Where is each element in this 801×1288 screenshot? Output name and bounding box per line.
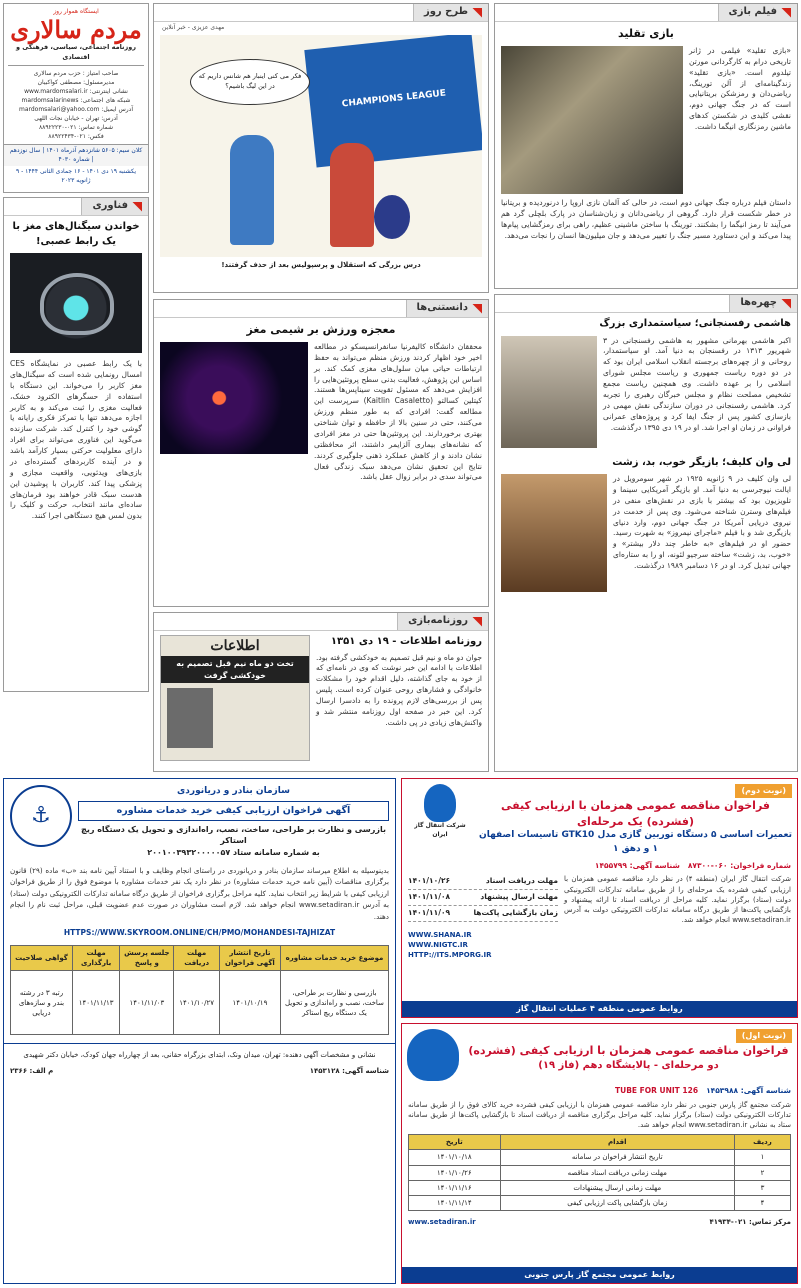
table-header: ردیف	[734, 1135, 790, 1150]
table-cell: مهلت زمانی ارسال پیشنهادات	[500, 1180, 734, 1195]
table-cell: ۲	[734, 1165, 790, 1180]
film-section	[494, 3, 798, 289]
masthead-logo: مردم سالاری	[10, 14, 142, 44]
oil-ad-contact: مرکز تماس: ۰۲۱-۴۱۹۳۴	[709, 1218, 791, 1226]
archive-section-tag: روزنامه‌بازی	[397, 613, 488, 630]
film-body-2: داستان فیلم درباره جنگ جهانی دوم است، در حالی که آلمان نازی اروپا را درنوردیده و بریتانیا در خطر شکست قرار دارد. گروهی از ریاضی‌دانان و زبان‌شناسان در پارک بلچلی گرد هم می‌آیند تا رمز انیگما را بشکنند. تورینگ با ساختن ماشینی عظیم، راهی برای رمزگشایی پیام‌ها پیدا می‌کند و این دستاورد مسیر جنگ را تغییر می‌دهد و جان میلیون‌ها انسان را نجات می‌دهد.	[501, 197, 791, 240]
gas-ad-url[interactable]: WWW.NIGTC.IR	[408, 941, 468, 950]
table-header: تاریخ انتشار آگهی فراخوان	[219, 946, 280, 971]
archive-portrait	[167, 688, 213, 748]
deadline-value: ۱۴۰۱/۱۱/۰۸	[408, 892, 451, 902]
gas-ad-org: شرکت انتقال گاز ایران	[414, 822, 466, 838]
character-blue	[230, 135, 274, 245]
table-row	[409, 1150, 791, 1165]
science-body: محققان دانشگاه کالیفرنیا سانفرانسیسکو در مطالعه اخیر خود اظهار کردند ورزش منظم می‌تواند به حفظ ارتباطات حیاتی میان سلول‌های مغزی کمک کند. بر اساس این پژوهش، فعالیت بدنی سطح پروتئین‌هایی را افزایش می‌دهد که مسئول تقویت سیناپس‌ها هستند. کیتلین کسالتو (Kaitlin Casaletto) سرپرست این مطالعه گفت: افرادی که به طور منظم ورزش می‌کنند، حتی در سنین بالا از حافظه و توان شناختی بهتری برخوردارند. این پروتئین‌ها حتی در مغز افرادی که نشانه‌های بیماری آلزایمر داشتند، اثر محافظتی نشان دادند و از کاهش عملکرد ذهنی جلوگیری کردند. نتایج این تحقیق نشان می‌دهد سبک زندگی فعال می‌تواند سدی در برابر زوال عقل باشد.	[314, 341, 482, 482]
table-cell: ۱۴۰۱/۱۰/۲۶	[409, 1165, 501, 1180]
table-row	[409, 1195, 791, 1210]
cartoon-section	[153, 3, 489, 293]
deadline-label: مهلت ارسال پیشنهاد	[480, 892, 558, 902]
masthead	[3, 3, 149, 193]
oil-ad-code: شناسه آگهی: ۱۴۵۳۹۸۸	[706, 1086, 791, 1095]
table-cell: ۱۴۰۱/۱۱/۰۳	[120, 971, 174, 1035]
masthead-date: کلان سیم: ۵۶۰۵ شانزدهم آذرماه ۱۴۰۱ | سال نوزدهم | شماره ۴۰۳۰	[4, 144, 148, 166]
table-row	[409, 1165, 791, 1180]
pin-icon	[472, 304, 482, 314]
lee-van-cleef-photo	[501, 474, 607, 592]
ports-logo-icon: ⚓	[10, 785, 72, 847]
archive-headline: روزنامه اطلاعات - ۱۹ دی ۱۳۵۱	[330, 636, 482, 647]
ports-ad-url[interactable]: HTTPS://WWW.SKYROOM.ONLINE/CH/PMO/MOHANDESI-TAJHIZAT	[63, 928, 336, 938]
science-section-tag: دانستنی‌ها	[406, 300, 488, 317]
oil-logo-icon	[407, 1029, 459, 1081]
ports-ad-body: بدینوسیله به اطلاع میرساند سازمان بنادر و دریانوردی در راستای انجام وظایف و با استناد آیین نامه بند «ب» ماده (۲۹) قانون برگزاری مناقصات (آیین نامه خرید خدمات مشاوره) در نظر دارد یک نفر خدمات مشاوره با موضوع فوق را از طریق فراخوان ارزیابی کیفی با شرایط زیر انتخاب نماید. کلیه مراحل برگزاری فراخوان از طریق درگاه سامانه تدارکات الکترونیکی دولت (ستاد) به آدرس www.setadiran.ir انجام خواهد شد. لازم است مشاوران در صورت عدم عضویت قبلی، مراحل ثبت نام را انجام دهند.	[10, 865, 389, 921]
cartoon-image	[160, 35, 482, 257]
gas-ad-footer: روابط عمومی منطقه ۴ عملیات انتقال گاز	[402, 1001, 797, 1017]
table-header: تاریخ	[409, 1135, 501, 1150]
oil-ad	[401, 1023, 798, 1284]
oil-ad-body: شرکت مجتمع گاز پارس جنوبی در نظر دارد مناقصه عمومی همزمان با ارزیابی کیفی فشرده خرید کالای فوق را از طریق سامانه تدارکات الکترونیکی دولت (ستاد) برگزار نماید. کلیه مراحل برگزاری مناقصه از دریافت اسناد تا بازگشایی پاکت‌ها از طریق سامانه ستاد به نشانی www.setadiran.ir انجام خواهد شد.	[408, 1100, 791, 1130]
faces-headline-1: هاشمی رفسنجانی؛ سیاستمداری بزرگ	[599, 318, 791, 329]
tech-section-tag: فناوری	[81, 198, 148, 215]
tech-section	[3, 197, 149, 692]
masthead-staff	[4, 66, 148, 144]
speech-bubble: فکر می کنی اینبار هم شانس داریم که در این لیگ باشیم؟	[190, 59, 310, 105]
deadline-value: ۱۴۰۱/۱۰/۲۶	[408, 876, 451, 886]
table-header: گواهی صلاحیت	[11, 946, 73, 971]
ports-ad-code: شناسه آگهی: ۱۴۵۳۱۲۸	[309, 1067, 389, 1076]
ports-ad-footer: نشانی و مشخصات آگهی دهنده: تهران، میدان ونک، ابتدای بزرگراه حقانی، بعد از چهارراه جهان کودک، خیابان دکتر شهیدی	[4, 1043, 395, 1066]
pin-icon	[781, 299, 791, 309]
masthead-staff-line: فکس: ۰۲۱-۸۸۹۲۲۴۳۴	[48, 132, 104, 140]
table-row	[409, 1180, 791, 1195]
film-headline: بازی تقلید	[618, 27, 674, 40]
masthead-staff-line: آدرس ایمیل: mardomsalari@yahoo.com	[18, 105, 134, 113]
faces-section	[494, 294, 798, 772]
flame-logo-icon	[424, 784, 456, 822]
tech-headline: خواندن سیگنال‌های مغز با یک رابط عصبی!	[12, 221, 140, 247]
film-still	[501, 46, 683, 194]
oil-ad-title: فراخوان مناقصه عمومی همزمان با ارزیابی کیفی (فشرده)	[468, 1043, 789, 1057]
table-cell: ۱۴۰۱/۱۱/۱۳	[72, 971, 119, 1035]
table-cell: ۳	[734, 1180, 790, 1195]
oil-ad-sub: دو مرحله‌ای - پالایشگاه دهم (فاز ۱۹)	[538, 1059, 719, 1071]
table-header: مهلت دریافت	[174, 946, 220, 971]
oil-ad-item: TUBE FOR UNIT 126	[614, 1086, 699, 1095]
table-cell: ۱۴۰۱/۱۰/۲۷	[174, 971, 220, 1035]
table-cell: ۱۴۰۱/۱۰/۱۸	[409, 1150, 501, 1165]
deadline-row	[408, 874, 558, 890]
deadline-row	[408, 890, 558, 906]
masthead-staff-line: مدیرمسئول: مصطفی کواکبیان	[37, 78, 115, 86]
cartoon-section-tag: طرح روز	[413, 4, 488, 21]
gas-ad-badge: (نوبت دوم)	[735, 784, 792, 798]
table-cell: زمان بازگشایی پاکت ارزیابی کیفی	[500, 1195, 734, 1210]
gas-ad-body: شرکت انتقال گاز ایران (منطقه ۴) در نظر دارد مناقصه عمومی همزمان با ارزیابی کیفی فشرده یک مرحله‌ای را از طریق سامانه تدارکات الکترونیکی دولت (ستاد) برگزار نماید. کلیه مراحل از دریافت اسناد تا ارائه پیشنهاد و بازگشایی پاکت‌ها از طریق درگاه سامانه تدارکات الکترونیکی دولت به آدرس www.setadiran.ir انجام خواهد شد.	[564, 875, 792, 924]
gas-ad-deadlines	[408, 874, 558, 925]
table-cell: رتبه ۳ در رشته بندر و سازه‌های دریایی	[11, 971, 73, 1035]
masthead-date-2: یکشنبه ۱۹ دی ۱۴۰۱ - ۱۶ جمادی الثانی ۱۴۴۴ - ۹ ژانویه ۲۰۲۳	[15, 168, 137, 184]
archive-clipping	[160, 635, 310, 761]
archive-body: جوان دو ماه و نیم قبل تصمیم به خودکشی گرفته بود. اطلاعات با ادامه این خبر نوشت که وی در نامه‌ای که از خود به جای گذاشته، دلیل اقدام خود را مشکلات خانوادگی و فشارهای روحی عنوان کرده است. پلیس پس از بررسی‌های لازم پرونده را به دادسرا ارسال کرد. این خبر در صفحه اول روزنامه منتشر شد و واکنش‌های زیادی در پی داشت.	[316, 652, 482, 727]
archive-paper-name: اطلاعات	[210, 638, 260, 654]
ball-bag	[374, 195, 410, 239]
faces-body-1: اکبر هاشمی بهرمانی مشهور به هاشمی رفسنجانی در ۳ شهریور ۱۳۱۳ در رفسنجان به دنیا آمد. او سیاستمدار، روحانی و از چهره‌های برجسته انقلاب اسلامی ایران بود که در دو دوره ریاست جمهوری و ریاست مجلس شورای اسلامی را بر عهده داشت. وی همچنین ریاست مجمع تشخیص مصلحت نظام و مجلس خبرگان رهبری را تجربه کرد. هاشمی رفسنجانی در دوران سازندگی نقش مهمی در بازسازی کشور پس از جنگ ایفا کرد و پروژه‌های عمرانی فراوانی در زمان او اجرا شد. او در ۱۹ دی ۱۳۹۵ درگذشت.	[603, 335, 791, 432]
gas-ad-url[interactable]: WWW.SHANA.IR	[408, 931, 472, 940]
ports-ad-org: سازمان بنادر و دریانوردی	[177, 786, 290, 796]
gas-ad-tender-no: شماره فراخوان: ۰۶۰-۸۷۳۰۰	[687, 860, 791, 870]
faces-body-2: لی وان کلیف در ۹ ژانویه ۱۹۲۵ در شهر سومرویل در ایالت نیوجرسی به دنیا آمد. او بازیگر آمریکایی سینما و تلویزیون بود که بیشتر با بازی در نقش‌های منفی در فیلم‌های وسترن شناخته می‌شود. وی پس از خدمت در نیروی دریایی آمریکا در جنگ جهانی دوم، وارد دنیای بازیگری شد و با فیلم «ماجرای نیمروز» به شهرت رسید. حضور او در فیلم‌های «به خاطر چند دلار بیشتر» و «خوب، بد، زشت» ساخته سرجیو لئونه، او را به ستاره‌ای جهانی تبدیل کرد. او در ۱۶ دسامبر ۱۹۸۹ درگذشت.	[613, 474, 792, 570]
oil-ad-site[interactable]: www.setadiran.ir	[408, 1218, 476, 1226]
table-cell: ۱۴۰۱/۱۱/۱۶	[409, 1180, 501, 1195]
table-cell: ۴	[734, 1195, 790, 1210]
gas-ad-title: فراخوان مناقصه عمومی همزمان با ارزیابی کیفی (فشرده) یک مرحله‌ای	[501, 798, 770, 828]
masthead-slogan: ایستگاه هموار روز	[53, 8, 99, 15]
ports-ad-tag: م الف: ۲۳۶۶	[10, 1067, 54, 1076]
table-header: اقدام	[500, 1135, 734, 1150]
table-header: موضوع خرید خدمات مشاوره	[280, 946, 388, 971]
masthead-subtitle: روزنامه اجتماعی، سیاسی، فرهنگی و اقتصادی	[8, 43, 144, 66]
cartoon-caption: درس بزرگی که استقلال و پرسپولیس بعد از حذف گرفتند!	[221, 260, 421, 269]
film-body-1: «بازی تقلید» فیلمی در ژانر تاریخی درام به کارگردانی مورتن تیلدوم است. «بازی تقلید» زندگینامه‌ای از آلن تورینگ، ریاضی‌دان و رمزشکن بریتانیایی است که در جنگ جهانی دوم، نقشی کلیدی در شکستن کدهای ماشین رمزنگاری انیگما داشت.	[689, 45, 791, 132]
pin-icon	[781, 8, 791, 18]
science-headline: معجزه ورزش بر شیمی مغز	[246, 323, 396, 336]
pin-icon	[132, 202, 142, 212]
cartoon-credit: مهدی عزیزی - خبر آنلاین	[162, 24, 225, 31]
gas-ad-url[interactable]: HTTP://ITS.MPORG.IR	[408, 951, 492, 960]
table-cell: ۱	[734, 1150, 790, 1165]
table-row	[11, 971, 389, 1035]
masthead-staff-line: نشانی اینترنتی: www.mardomsalari.ir	[24, 87, 128, 95]
headset-icon	[40, 273, 114, 335]
ports-ad	[3, 778, 396, 1284]
pin-icon	[472, 617, 482, 627]
tech-body: با یک رابط عصبی در نمایشگاه CES امسال رونمایی شده است که سیگنال‌های مغز کاربر را می‌خواند. این دستگاه با استفاده از حسگرهای الکترود خشک، فعالیت مغزی را ثبت می‌کند و به کاربر اجازه می‌دهد تنها با تمرکز فکری رایانه یا گوشی خود را کنترل کند. شرکت سازنده می‌گوید این فناوری می‌تواند برای افراد دارای معلولیت حرکتی بسیار کارآمد باشد و در آینده کاربردهای گسترده‌ای در بازی‌های ویدئویی، واقعیت مجازی و پزشکی پیدا کند. کاربران با پوشیدن این هدست سبک قادر خواهند بود فرمان‌های ساده‌ای مانند انتخاب، حرکت و کلیک را بدون لمس هیچ دستگاهی اجرا کنند.	[10, 359, 142, 521]
archive-section	[153, 612, 489, 772]
league-board	[304, 35, 482, 167]
rafsanjani-photo	[501, 336, 597, 448]
character-red	[330, 143, 374, 247]
faces-section-tag: چهره‌ها	[729, 295, 797, 312]
deadline-label: زمان بازگشایی پاکت‌ها	[473, 908, 558, 918]
table-cell: ۱۴۰۱/۱۰/۱۹	[219, 971, 280, 1035]
ports-ad-sub: بازرسی و نظارت بر طراحی، ساخت، نصب، راه‌اندازی و تحویل یک دستگاه ریچ استاکر	[81, 824, 386, 846]
table-cell: تاریخ انتشار فراخوان در سامانه	[500, 1150, 734, 1165]
faces-headline-2: لی وان کلیف؛ بازیگر خوب، بد، زشت	[612, 456, 791, 468]
oil-ad-table	[408, 1134, 791, 1211]
archive-paper-headline: تخت دو ماه نیم قبل تصمیم به خودکشی گرفت	[161, 656, 309, 683]
gas-ad	[401, 778, 798, 1018]
table-header: جلسه پرسش و پاسخ	[120, 946, 174, 971]
table-header: مهلت بارگذاری	[72, 946, 119, 971]
deadline-row	[408, 906, 558, 922]
science-section	[153, 299, 489, 607]
neurons-photo	[160, 342, 308, 454]
deadline-value: ۱۴۰۱/۱۱/۰۹	[408, 908, 451, 918]
tech-photo	[10, 253, 142, 353]
oil-ad-footer: روابط عمومی مجتمع گاز پارس جنوبی	[402, 1267, 797, 1283]
league-label: CHAMPIONS LEAGUE	[341, 88, 447, 110]
table-cell: ۱۴۰۱/۱۱/۱۴	[409, 1195, 501, 1210]
masthead-staff-line: شماره تماس: ۰۲۱-۸۸۹۲۲۲۳۰	[38, 123, 114, 131]
masthead-staff-line: صاحب امتیاز : حزب مردم سالاری	[33, 69, 119, 77]
gas-ad-urls	[402, 928, 797, 962]
gas-ad-sub: تعمیرات اساسی ۵ دستگاه توربین گازی مدل GTK10 تاسیسات اصفهان ۱ و دهق ۱	[479, 830, 792, 854]
table-cell: بازرسی و نظارت بر طراحی، ساخت، نصب و راه‌اندازی و تحویل یک دستگاه ریچ استاکر	[280, 971, 388, 1035]
ports-ad-title: آگهی فراخوان ارزیابی کیفی خرید خدمات مشاوره	[78, 801, 389, 821]
masthead-staff-line: آدرس: تهران - خیابان نجات اللهی	[34, 114, 118, 122]
deadline-label: مهلت دریافت اسناد	[485, 876, 558, 886]
masthead-staff-line: شبکه های اجتماعی: mardomsalarinews	[21, 96, 131, 104]
ports-ad-sub2: به شماره سامانه ستاد ۲۰۰۱۰۰۳۹۳۲۰۰۰۰۰۵۷	[147, 848, 320, 857]
ports-ad-table	[10, 945, 389, 1035]
gas-ad-code: شناسه آگهی: ۱۴۵۵۷۹۹	[594, 860, 680, 870]
film-section-tag: فیلم بازی	[718, 4, 797, 21]
oil-ad-badge: (نوبت اول)	[736, 1029, 792, 1043]
pin-icon	[472, 8, 482, 18]
table-cell: مهلت زمانی دریافت اسناد مناقصه	[500, 1165, 734, 1180]
